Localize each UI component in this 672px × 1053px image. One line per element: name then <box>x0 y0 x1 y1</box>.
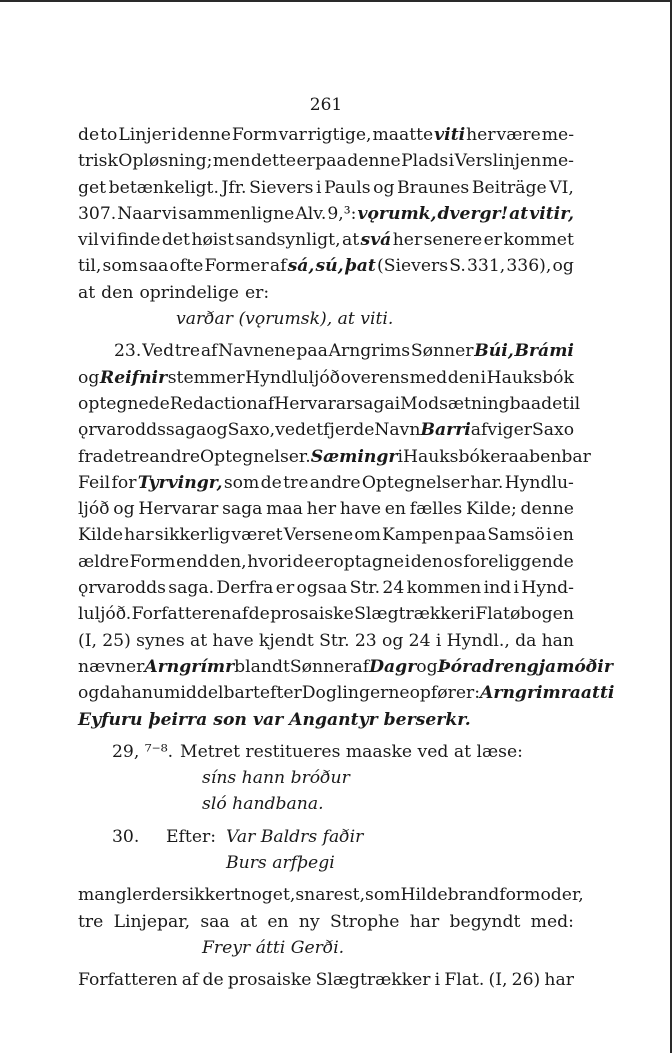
word: fælles <box>409 499 463 520</box>
word: af <box>257 393 275 414</box>
word: har <box>124 525 154 546</box>
word: den <box>410 551 443 572</box>
text-line <box>78 654 613 680</box>
word: 23. <box>114 341 142 362</box>
word: er <box>490 446 509 467</box>
word: Feil <box>78 472 111 493</box>
word: men <box>212 151 251 172</box>
word: Navnene <box>218 341 296 362</box>
word: Sønner <box>410 341 474 362</box>
word: tre <box>124 446 150 467</box>
word: me- <box>541 151 574 172</box>
word: me- <box>541 125 574 145</box>
word: end <box>176 551 209 572</box>
word: Slægtrækker <box>354 604 470 625</box>
word: 25) <box>102 630 131 651</box>
word: ny <box>298 911 320 932</box>
word: Saxo, <box>227 420 276 441</box>
word: sikkert <box>179 885 241 906</box>
page-number: 261 <box>309 95 343 115</box>
word: at <box>189 630 208 651</box>
word: denne <box>347 151 401 172</box>
word: for <box>111 472 137 493</box>
word: i <box>397 446 403 467</box>
note-29-verse-line: síns hann bróður <box>202 768 350 789</box>
word: det <box>161 230 190 251</box>
word: de <box>248 604 270 625</box>
word: og <box>552 256 574 277</box>
note-30-label: Efter: <box>166 826 216 847</box>
word: Optegnelser. <box>200 446 311 467</box>
word: fra <box>78 446 103 467</box>
word: senere <box>423 230 483 251</box>
word: de <box>102 446 125 467</box>
word: vil <box>78 230 99 251</box>
word: get <box>78 177 107 198</box>
word: Derfra <box>216 578 274 599</box>
word: saa <box>200 911 230 932</box>
word: Redaction <box>169 393 258 414</box>
word: ind <box>483 578 512 599</box>
word: er <box>483 230 503 251</box>
word: her <box>466 125 496 145</box>
word: Eyfuru <box>78 709 143 730</box>
word: ǫrvarodds <box>78 420 166 441</box>
word: fjerde <box>323 420 375 441</box>
paragraph-note-23 <box>78 338 615 732</box>
word: tre <box>78 911 104 932</box>
word: paa <box>296 341 328 362</box>
text-line <box>78 522 574 548</box>
word: betænkeligt. <box>108 177 219 198</box>
word: er <box>314 551 333 572</box>
word: mangler <box>78 885 151 906</box>
paragraph-continuation <box>78 122 574 306</box>
text-line <box>78 391 581 417</box>
word: Braunes <box>397 177 470 198</box>
word: Tyrvingr, <box>137 472 223 493</box>
text-line <box>78 601 574 627</box>
word: og <box>373 177 395 198</box>
word: Hervarar <box>274 393 355 414</box>
text-line <box>78 707 574 733</box>
word: ældre <box>78 551 130 572</box>
word: 9,³: <box>327 203 357 224</box>
word: her <box>306 499 337 520</box>
text-line <box>78 253 574 279</box>
note-30-verse-line: Burs arfþegi <box>226 853 335 874</box>
word: Hyndl., <box>446 630 510 651</box>
text-line <box>78 575 574 601</box>
word: stemmer <box>167 367 245 388</box>
word: af <box>269 256 287 277</box>
paragraph-continuation-2 <box>78 882 584 935</box>
word: noget, <box>240 885 296 906</box>
word: VI, <box>549 177 574 198</box>
word: og <box>113 499 135 520</box>
text-line <box>78 280 574 306</box>
note-30-number: 30. <box>112 826 140 847</box>
word: Samsö <box>487 525 545 546</box>
word: som <box>365 885 401 906</box>
word: Naar <box>117 203 162 224</box>
word: sú, <box>315 256 344 277</box>
word: Angantyr <box>289 709 378 730</box>
word: begyndt <box>449 911 521 932</box>
word: Sæmingr <box>310 446 398 467</box>
word: prosaiske <box>227 970 312 991</box>
word: saga <box>222 499 263 520</box>
word: finde <box>116 230 161 251</box>
word: 24 <box>382 578 405 599</box>
word: Sønner <box>289 656 353 677</box>
word: trisk <box>78 151 118 172</box>
word: af <box>352 656 370 677</box>
word: og <box>78 683 100 704</box>
word: denne <box>177 125 231 145</box>
word: den <box>447 367 480 388</box>
text-line <box>78 417 574 443</box>
word: og <box>382 630 404 651</box>
word: ljóð <box>78 499 110 520</box>
word: ved <box>275 420 307 441</box>
word: Beiträge <box>471 177 547 198</box>
word: drengja <box>482 656 557 677</box>
word: vǫrumk, <box>357 203 437 224</box>
word: et <box>306 420 324 441</box>
text-line <box>78 628 574 654</box>
word: foreliggende <box>463 551 574 572</box>
word: og <box>416 656 438 677</box>
word: og <box>206 420 228 441</box>
word: Sievers <box>249 177 314 198</box>
word: i <box>316 177 322 198</box>
word: Versene <box>283 525 354 546</box>
word: overens <box>340 367 410 388</box>
word: Slægtrækker <box>315 970 431 991</box>
word: 331, <box>466 256 506 277</box>
word: aatti <box>569 683 615 704</box>
word: saa <box>139 256 169 277</box>
word: da <box>515 630 537 651</box>
word: andre <box>309 472 361 493</box>
word: i <box>480 367 487 388</box>
word: den <box>101 282 134 303</box>
note-29-number: 29, ⁷⁻⁸. <box>112 741 174 762</box>
word: Ved <box>142 341 175 362</box>
word: móðir <box>556 656 613 677</box>
word: ogsaa <box>296 578 348 599</box>
word: Str. <box>349 578 381 599</box>
word: sandsynligt, <box>235 230 341 251</box>
word: i <box>435 630 442 651</box>
word: þeirra <box>148 709 208 730</box>
word: dvergr! <box>437 203 509 224</box>
word: at <box>78 282 96 303</box>
word: de <box>292 551 314 572</box>
word: ǫrvarodds <box>78 578 166 599</box>
word: en <box>267 911 289 932</box>
word: vi <box>162 203 178 224</box>
word: tre <box>283 472 309 493</box>
word: Þóra <box>437 656 483 677</box>
word: Hyndluljóð <box>245 367 341 388</box>
word: her <box>392 230 423 251</box>
word: Flat. <box>444 970 485 991</box>
word: formoder, <box>499 885 584 906</box>
word: i <box>469 604 475 625</box>
word: de <box>78 125 100 145</box>
paragraph-final <box>78 967 574 993</box>
word: kommet <box>503 230 574 251</box>
word: sá, <box>287 256 315 277</box>
word: andre <box>149 446 201 467</box>
word: i <box>448 151 455 172</box>
word: (I, <box>78 630 97 651</box>
word: med <box>409 367 448 388</box>
word: to <box>100 125 118 145</box>
word: Optegnelser <box>361 472 469 493</box>
word: en <box>384 499 406 520</box>
word: Form <box>129 551 176 572</box>
word: Dagr <box>369 656 417 677</box>
word: kommen <box>406 578 482 599</box>
word: i <box>513 578 520 599</box>
text-line <box>78 470 574 496</box>
word: er: <box>244 282 270 303</box>
word: 24 <box>408 630 431 651</box>
word: saga <box>354 393 395 414</box>
word: han <box>541 630 574 651</box>
note-29-verse-line: sló handbana. <box>202 794 324 815</box>
word: i <box>546 525 552 546</box>
text-line <box>78 967 574 993</box>
word: 336), <box>506 256 552 277</box>
word: svá <box>360 230 392 251</box>
word: prosaiske <box>270 604 354 625</box>
word: luljóð. <box>78 604 132 625</box>
word: Kilde; <box>465 499 517 520</box>
word: i <box>434 970 441 991</box>
word: sammenligne <box>178 203 295 224</box>
word: Jfr. <box>221 177 247 198</box>
word: Hildebrand <box>400 885 500 906</box>
word: være <box>496 125 541 145</box>
verse-quote-2: Freyr átti Gerði. <box>202 937 345 958</box>
word: Arngrims <box>328 341 411 362</box>
word: S. <box>449 256 466 277</box>
word: baade <box>509 393 563 414</box>
word: paa <box>454 525 487 546</box>
word: opfører: <box>409 683 481 704</box>
word: de <box>260 472 282 493</box>
word: maatte <box>372 125 434 145</box>
word: saga <box>165 420 207 441</box>
word: da <box>99 683 121 704</box>
word: og <box>78 367 100 388</box>
word: Modsætning <box>400 393 510 414</box>
word: afviger <box>470 420 532 441</box>
text-line <box>78 365 574 391</box>
text-line <box>78 122 574 148</box>
word: Hervarar <box>138 499 219 520</box>
word: paa <box>315 151 347 172</box>
word: sikkerlig <box>154 525 231 546</box>
word: at <box>509 203 529 224</box>
note-30 <box>78 824 574 850</box>
word: Alv. <box>295 203 327 224</box>
word: 23 <box>354 630 377 651</box>
word: Forfatteren <box>78 970 178 991</box>
word: Former <box>204 256 269 277</box>
word: Strophe <box>329 911 400 932</box>
word: have <box>212 630 254 651</box>
text-line <box>78 680 615 706</box>
word: optagne <box>333 551 405 572</box>
word: af <box>181 970 199 991</box>
word: til <box>562 393 581 414</box>
word: berserkr. <box>383 709 471 730</box>
text-line <box>78 909 574 935</box>
text-line <box>78 882 584 908</box>
word: Forfatteren <box>131 604 232 625</box>
word: aabenbar <box>508 446 591 467</box>
word: Kampen <box>382 525 454 546</box>
text-line <box>78 227 574 253</box>
text-line <box>78 496 574 522</box>
word: har <box>409 911 440 932</box>
word: Plads <box>401 151 449 172</box>
word: Pauls <box>324 177 371 198</box>
word: Str. <box>319 630 350 651</box>
text-line <box>78 148 574 174</box>
word: saga. <box>168 578 215 599</box>
word: rigtige, <box>307 125 372 145</box>
word: have <box>339 499 382 520</box>
word: Brámi <box>514 341 574 362</box>
word: Búi, <box>474 341 514 362</box>
text-line <box>78 338 574 364</box>
word: i <box>404 551 411 572</box>
word: tre <box>174 341 201 362</box>
word: af <box>231 604 249 625</box>
word: blandt <box>234 656 290 677</box>
word: ofte <box>169 256 204 277</box>
word: Saxo <box>532 420 575 441</box>
word: 26) <box>511 970 541 991</box>
word: Hyndlu- <box>504 472 574 493</box>
word: i <box>394 393 401 414</box>
word: den, <box>208 551 247 572</box>
word: Arngrimr <box>480 683 570 704</box>
word: vitir, <box>529 203 574 224</box>
word: har. <box>470 472 504 493</box>
word: nævner <box>78 656 145 677</box>
word: hvori <box>247 551 293 572</box>
word: en <box>552 525 574 546</box>
word: til, <box>78 256 102 277</box>
word: efter <box>259 683 302 704</box>
word: at <box>239 911 258 932</box>
word: om <box>354 525 381 546</box>
word: Hauksbók <box>402 446 491 467</box>
word: 307. <box>78 203 117 224</box>
word: viti <box>434 125 466 145</box>
word: været <box>231 525 283 546</box>
word: synes <box>136 630 185 651</box>
word: denne <box>520 499 574 520</box>
word: Arngrímr <box>144 656 235 677</box>
word: er <box>275 578 295 599</box>
word: snarest, <box>295 885 366 906</box>
word: er <box>296 151 315 172</box>
word: Hauksbók <box>486 367 574 388</box>
word: kjendt <box>258 630 314 651</box>
word: som <box>223 472 260 493</box>
word: oprindelige <box>139 282 239 303</box>
word: af <box>200 341 218 362</box>
word: Verslinjen <box>454 151 542 172</box>
word: Hynd- <box>521 578 574 599</box>
word: som <box>102 256 138 277</box>
word: Doglingerne <box>301 683 410 704</box>
note-29-text: Metret restitueres maaske ved at læse: <box>180 741 523 762</box>
word: Opløsning; <box>118 151 213 172</box>
word: (I, <box>488 970 508 991</box>
word: Reifnir <box>99 367 168 388</box>
note-30-verse-line: Var Baldrs faðir <box>226 826 364 847</box>
text-line <box>78 444 591 470</box>
word: optegnede <box>78 393 170 414</box>
word: Kilde <box>78 525 124 546</box>
word: Barri <box>420 420 471 441</box>
book-page <box>78 92 615 994</box>
text-line <box>78 175 574 201</box>
word: var <box>278 125 307 145</box>
word: var <box>252 709 284 730</box>
word: han <box>120 683 153 704</box>
word: Linjepar, <box>113 911 191 932</box>
scan-edge-top <box>0 0 672 2</box>
word: de <box>202 970 224 991</box>
word: Navn <box>374 420 421 441</box>
word: (Sievers <box>377 256 449 277</box>
word: Form <box>231 125 278 145</box>
word: maa <box>266 499 303 520</box>
text-line <box>78 201 574 227</box>
word: at <box>341 230 360 251</box>
word: þat <box>344 256 376 277</box>
word: har <box>544 970 574 991</box>
word: vi <box>100 230 116 251</box>
word: høist <box>191 230 235 251</box>
word: der <box>150 885 180 906</box>
word: i <box>170 125 177 145</box>
text-line <box>78 549 574 575</box>
note-29 <box>78 739 574 765</box>
word: dette <box>250 151 297 172</box>
verse-quote: varðar (vǫrumsk), at viti. <box>176 309 394 330</box>
word: Linjer <box>118 125 171 145</box>
word: os <box>443 551 463 572</box>
word: med: <box>530 911 574 932</box>
word: umiddelbart <box>153 683 260 704</box>
word: Flatøbogen <box>475 604 574 625</box>
word: son <box>213 709 247 730</box>
